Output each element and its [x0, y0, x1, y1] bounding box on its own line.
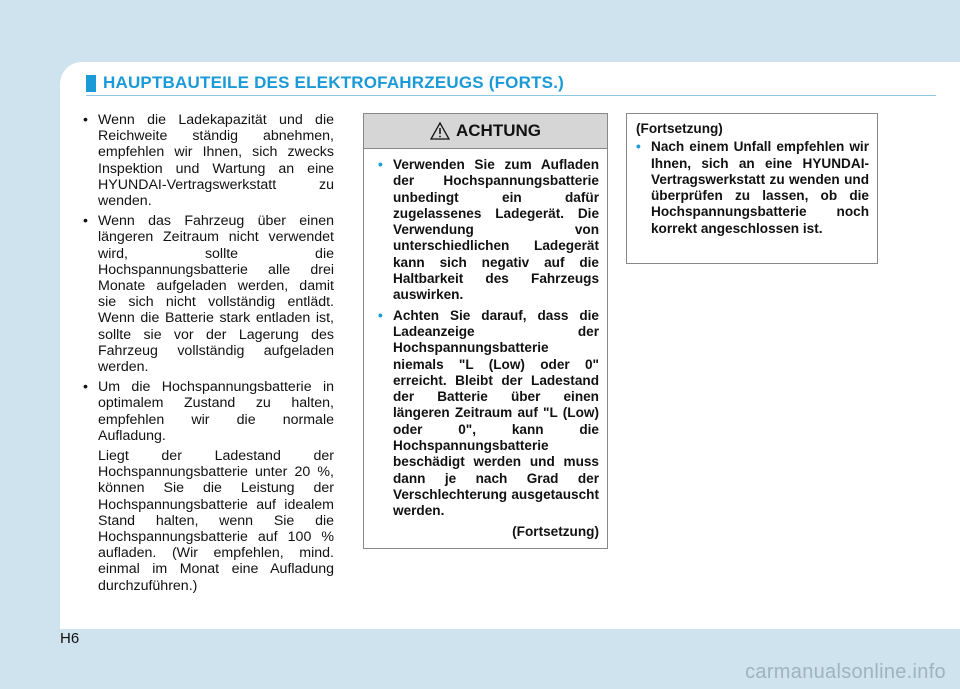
list-item-text: Um die Hochspannungsbatterie in optimalem Zustand zu halten, empfehlen wir die normale Aufladung.	[98, 379, 334, 444]
bullet: •	[83, 379, 88, 396]
bullet: •	[83, 213, 88, 230]
list-item	[75, 112, 334, 209]
section-divider	[86, 95, 936, 96]
watermark: carmanualsonline.info	[745, 661, 946, 683]
left-bullet-list	[75, 112, 334, 444]
warning-title: ACHTUNG	[456, 121, 541, 140]
list-item-text: Nach einem Unfall empfehlen wir Ihnen, sich an eine HYUNDAI-Vertragswerkstatt zu wenden und überprüfen zu lassen, ob die Hochspannungsbatterie noch korrekt angeschlossen ist.	[651, 139, 869, 236]
bullet: •	[636, 139, 641, 155]
warning-header	[364, 114, 607, 149]
list-item-text: Verwenden Sie zum Aufladen der Hochspannungsbatterie unbedingt ein dafür zugelassenes Ladegerät. Die Verwendung von unterschiedlichen Ladegerät kann sich negativ auf die Haltbarkeit des Fahrzeugs auswirken.	[393, 157, 599, 303]
list-item	[378, 157, 599, 304]
list-item	[636, 139, 869, 237]
warning-box	[363, 113, 608, 549]
bullet: •	[378, 157, 383, 172]
bullet: •	[83, 112, 88, 128]
warning-triangle-icon	[430, 122, 450, 140]
continued-list	[636, 139, 869, 237]
warning-body	[364, 149, 607, 540]
section-header-bar	[86, 75, 96, 92]
section-title: HAUPTBAUTEILE DES ELEKTROFAHRZEUGS (FORTS.)	[103, 73, 564, 92]
continued-warning-box	[626, 113, 878, 264]
continued-label: (Fortsetzung)	[512, 523, 599, 539]
body-paragraph: Liegt der Ladestand der Hochspannungsbatterie unter 20 %, können Sie die Leistung der Hochspannungsbatterie auf idealem Stand halten, wenn Sie die Hochspannungsbatterie auf 100 % aufladen. (Wir empfehlen, mind. einmal im Monat eine Aufladung durchzuführen.)	[98, 448, 334, 594]
list-item	[75, 379, 334, 444]
warning-list	[378, 157, 599, 520]
left-column	[75, 112, 334, 594]
bullet: •	[378, 307, 383, 323]
list-item	[378, 308, 599, 520]
continued-header: (Fortsetzung)	[636, 121, 723, 136]
page-number: H6	[60, 630, 80, 647]
list-item	[75, 213, 334, 375]
list-item-text: Wenn die Ladekapazität und die Reichweite ständig abnehmen, empfehlen wir Ihnen, sich zwecks Inspektion und Wartung an eine HYUNDAI-Vertragswerkstatt zu wenden.	[98, 112, 334, 210]
list-item-text: Wenn das Fahrzeug über einen längeren Zeitraum nicht verwendet wird, sollte die Hochspannungsbatterie alle drei Monate aufgeladen werden, damit sie sich nicht vollständig entlädt. Wenn die Batterie stark entladen ist, sollte sie vor der Lagerung des Fahrzeug vollständig aufgeladen werden.	[98, 213, 334, 376]
list-item-text: Achten Sie darauf, dass die Ladeanzeige der Hochspannungsbatterie niemals "L (Low) oder 0" erreicht. Bleibt der Ladestand der Batterie über einen längeren Zeitraum auf "L (Low) oder 0", kann die Hochspannungsbatterie beschädigt werden und muss dann je nach Grad der Verschlechterung ausgetauscht werden.	[393, 307, 599, 519]
continued-warning-body	[627, 114, 877, 237]
